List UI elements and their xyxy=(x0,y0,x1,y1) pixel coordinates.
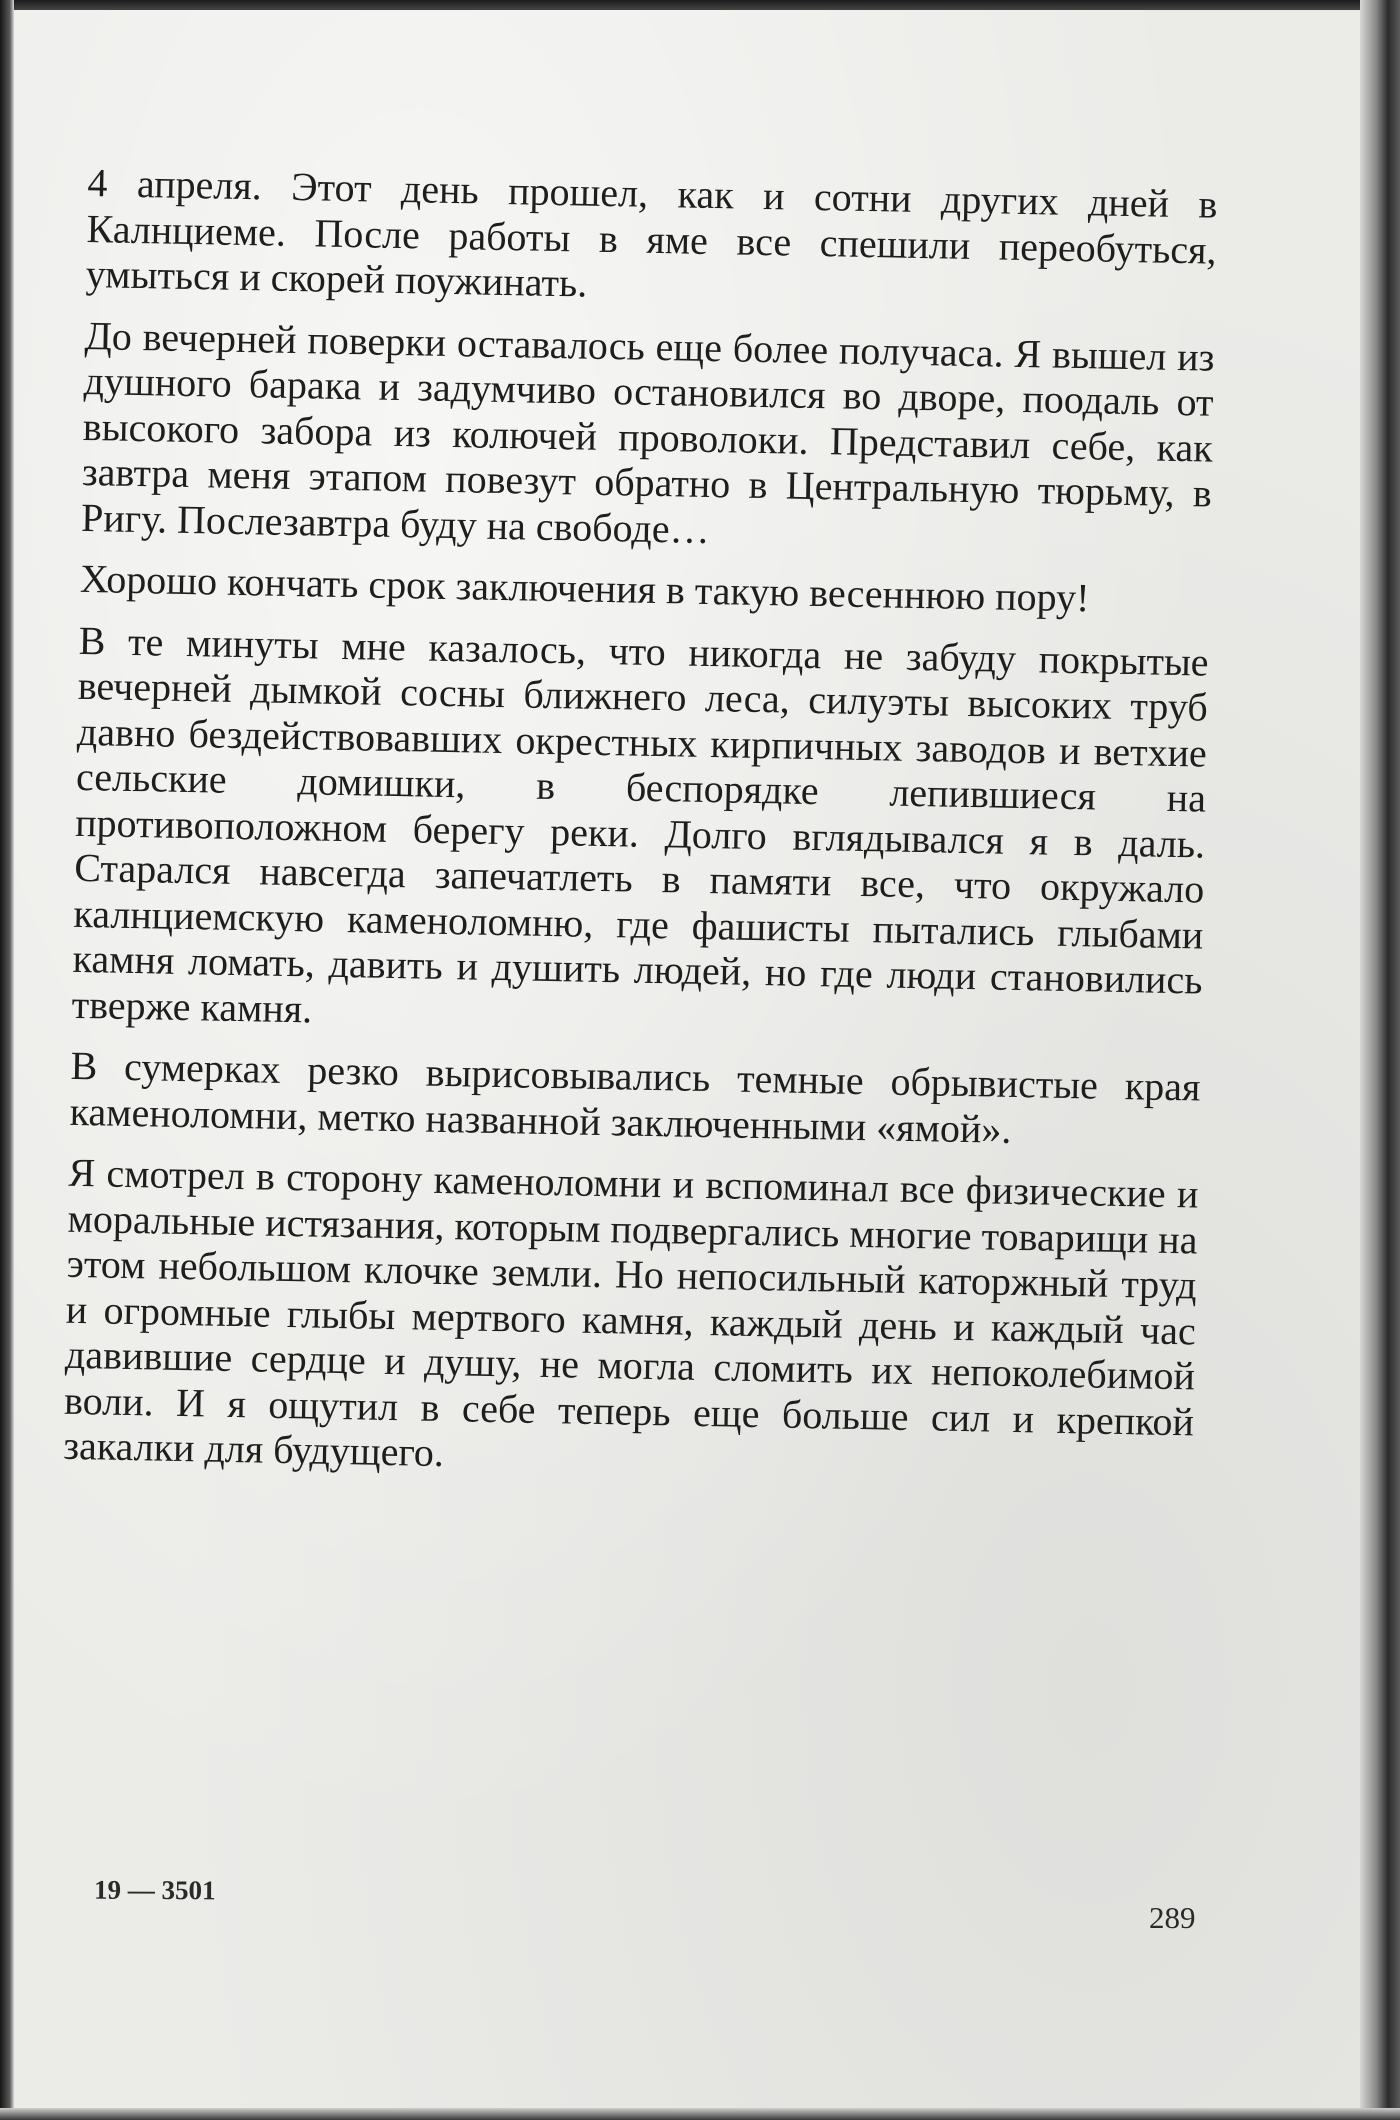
bottom-shadow-edge xyxy=(0,2108,1400,2120)
paragraph-1: 4 апреля. Этот день прошел, как и сотни других дней в Калнциеме. После работы в яме все спешили переобуться, умыться и скорей поужинать. xyxy=(85,160,1218,306)
book-page xyxy=(14,10,1360,2108)
paragraph-6: Я смотрел в сторону каменоломни и вспоминал все физические и моральные истязания, которым подвергались многие товарищи на этом небольшом клочке земли. Но непосильный каторжный труд и огромные глыбы мертвого камня, каждый день и каждый час давившие сердце и душу, не могла сломить их непоколебимой воли. И я ощутил в себе теперь еще больше сил и крепкой закалки для будущего. xyxy=(62,1149,1199,1476)
paragraph-2: До вечерней поверки оставалось еще более получаса. Я вышел из душного барака и задумчиво остановился во дворе, поодаль от высокого забора из колючей проволоки. Представил себе, как завтра меня этапом повезут обратно в Центральную тюрьму, в Ригу. Послезавтра буду на свободе… xyxy=(80,312,1215,552)
paragraph-3: Хорошо кончать срок заключения в такую весеннюю пору! xyxy=(79,555,1090,621)
top-shadow-edge xyxy=(0,0,1400,10)
book-spine-edge xyxy=(1360,0,1400,2120)
printer-signature-mark: 19 — 3501 xyxy=(93,1874,216,1906)
page-text xyxy=(63,160,1218,1506)
paragraph-5: В сумерках резко вырисовывались темные обрывистые края каменоломни, метко названной заключенными «ямой». xyxy=(69,1042,1201,1152)
paragraph-4: В те минуты мне казалось, что никогда не забуду покрытые вечерней дымкой сосны ближнего леса, силуэты высоких труб давно бездействовавших окрестных кирпичных заводов и ветхие сельские домишки, в беспорядке лепившиеся на противоположном берегу реки. Долго вглядывался я в даль. Старался навсегда запечатлеть в памяти все, что окружало калнциемскую каменоломню, где фашисты пытались глыбами камня ломать, давить и душить людей, но где люди становились тверже камня. xyxy=(71,617,1210,1031)
left-shadow-edge xyxy=(0,0,14,2120)
page-number: 289 xyxy=(1149,1900,1196,1935)
